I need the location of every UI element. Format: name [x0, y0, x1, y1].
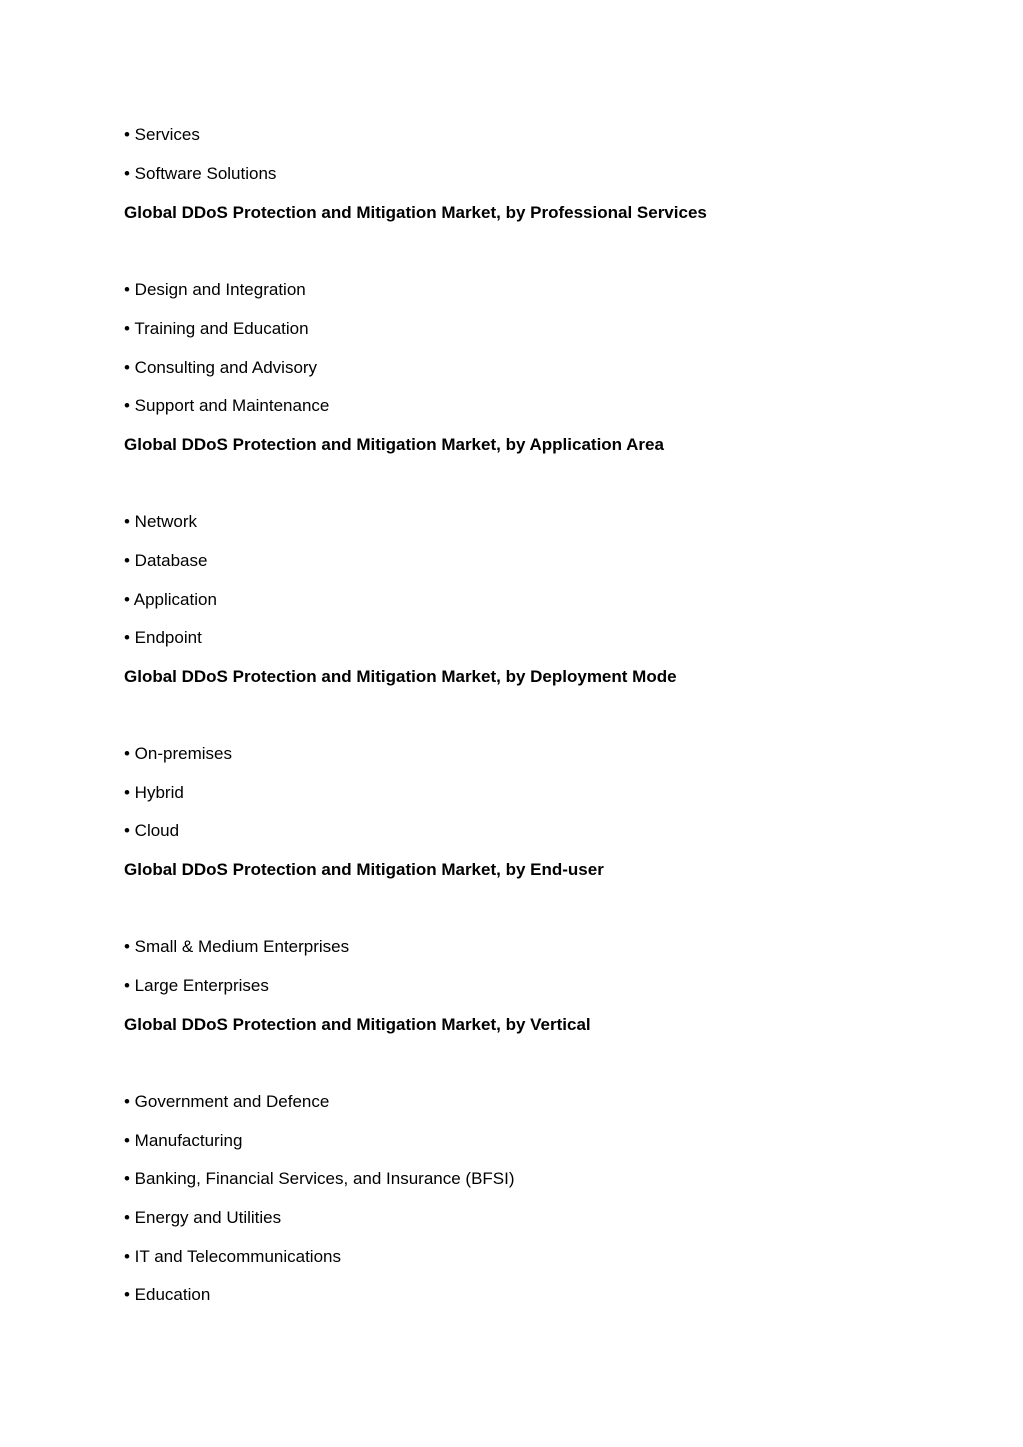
- bullet-marker: •: [124, 125, 130, 144]
- bullet-marker: •: [124, 821, 130, 840]
- list-item-text: Services: [129, 125, 200, 144]
- section-heading: Global DDoS Protection and Mitigation Market, by End-user: [124, 860, 604, 879]
- bullet-marker: •: [124, 628, 130, 647]
- list-item-text: Banking, Financial Services, and Insurance (BFSI): [129, 1169, 515, 1188]
- list-item: [124, 1246, 341, 1268]
- list-item: [124, 511, 197, 533]
- bullet-marker: •: [124, 783, 130, 802]
- section-heading: Global DDoS Protection and Mitigation Market, by Application Area: [124, 435, 664, 454]
- list-item-text: IT and Telecommunications: [129, 1247, 341, 1266]
- bullet-marker: •: [124, 319, 130, 338]
- list-item: [124, 936, 349, 958]
- list-item: [124, 163, 276, 185]
- list-item: [124, 357, 317, 379]
- list-item-text: Small & Medium Enterprises: [129, 937, 350, 956]
- bullet-marker: •: [124, 280, 130, 299]
- list-item-text: Design and Integration: [129, 280, 306, 299]
- list-item-text: Manufacturing: [129, 1131, 243, 1150]
- section-heading: Global DDoS Protection and Mitigation Market, by Vertical: [124, 1015, 591, 1034]
- section-heading: Global DDoS Protection and Mitigation Market, by Professional Services: [124, 203, 707, 222]
- section-heading: Global DDoS Protection and Mitigation Market, by Deployment Mode: [124, 667, 677, 686]
- bullet-marker: •: [124, 358, 130, 377]
- list-item-text: Network: [129, 512, 198, 531]
- list-item-text: Endpoint: [129, 628, 202, 647]
- list-item: [124, 1284, 210, 1306]
- bullet-marker: •: [124, 1092, 130, 1111]
- list-item: [124, 1091, 329, 1113]
- bullet-marker: •: [124, 1208, 130, 1227]
- bullet-marker: •: [124, 1169, 130, 1188]
- list-item: [124, 782, 184, 804]
- list-item: [124, 1207, 281, 1229]
- list-item-text: Consulting and Advisory: [129, 358, 318, 377]
- list-item-text: Training and Education: [129, 319, 309, 338]
- list-item: [124, 124, 200, 146]
- list-item: [124, 318, 309, 340]
- list-item-text: Application: [129, 590, 217, 609]
- bullet-marker: •: [124, 976, 130, 995]
- list-item-text: Large Enterprises: [129, 976, 269, 995]
- list-item: [124, 1130, 242, 1152]
- bullet-marker: •: [124, 1247, 130, 1266]
- list-item: [124, 1168, 515, 1190]
- bullet-marker: •: [124, 551, 130, 570]
- bullet-marker: •: [124, 937, 130, 956]
- list-item-text: On-premises: [129, 744, 232, 763]
- list-item-text: Database: [129, 551, 208, 570]
- list-item-text: Software Solutions: [129, 164, 277, 183]
- bullet-marker: •: [124, 1285, 130, 1304]
- list-item-text: Hybrid: [129, 783, 184, 802]
- bullet-marker: •: [124, 744, 130, 763]
- list-item-text: Energy and Utilities: [129, 1208, 282, 1227]
- list-item: [124, 975, 269, 997]
- list-item-text: Support and Maintenance: [129, 396, 330, 415]
- list-item: [124, 395, 329, 417]
- list-item: [124, 820, 179, 842]
- list-item: [124, 743, 232, 765]
- list-item-text: Cloud: [129, 821, 180, 840]
- bullet-marker: •: [124, 512, 130, 531]
- list-item-text: Education: [129, 1285, 211, 1304]
- bullet-marker: •: [124, 164, 130, 183]
- bullet-marker: •: [124, 590, 130, 609]
- bullet-marker: •: [124, 1131, 130, 1150]
- list-item: [124, 550, 207, 572]
- list-item-text: Government and Defence: [129, 1092, 330, 1111]
- list-item: [124, 279, 306, 301]
- list-item: [124, 627, 202, 649]
- list-item: [124, 589, 217, 611]
- bullet-marker: •: [124, 396, 130, 415]
